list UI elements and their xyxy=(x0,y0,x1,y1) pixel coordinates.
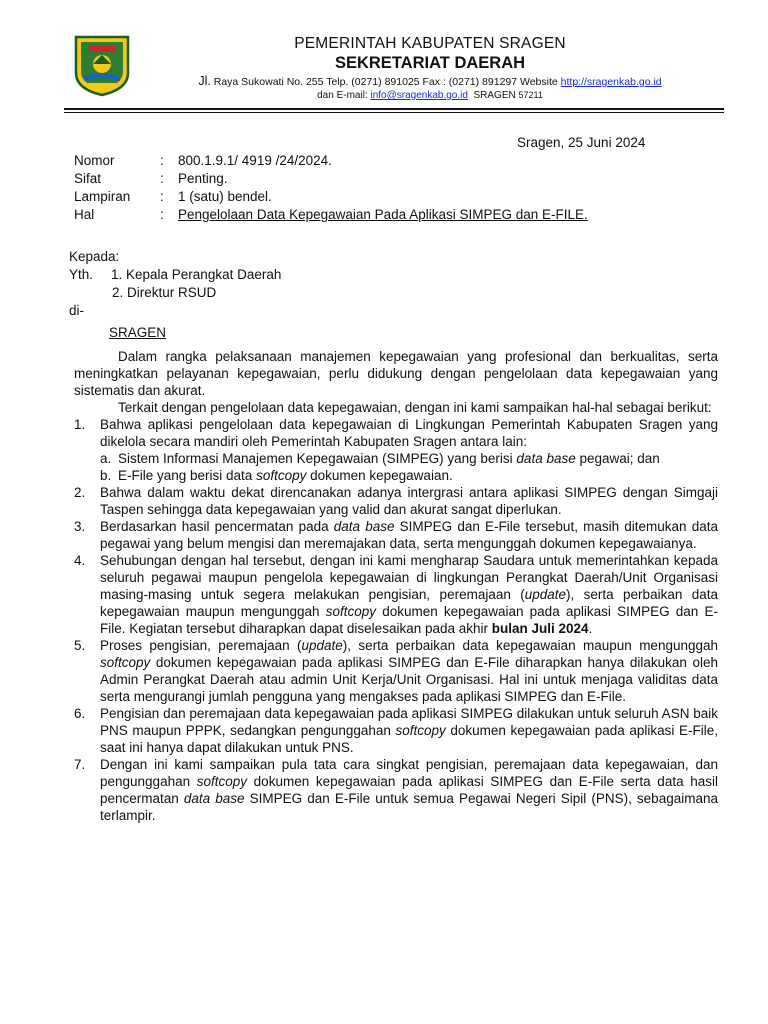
letterhead xyxy=(180,34,680,102)
letterhead-rule-thin xyxy=(64,112,724,113)
paragraph-intro: Dalam rangka pelaksanaan manajemen kepegawaian yang profesional dan berkualitas, serta meningkatkan pelayanan kepegawaian, perlu didukung dengan pengelolaan data kepegawaian yang sistematis dan akurat. xyxy=(74,349,718,398)
address-line: Jl. Raya Sukowati No. 255 Telp. (0271) 891025 Fax : (0271) 891297 Website http://sragenkab.go.id xyxy=(198,74,662,88)
kepada-label: Kepada: xyxy=(69,249,120,264)
recipient-2: 2. Direktur RSUD xyxy=(112,285,217,300)
di-label: di- xyxy=(69,303,85,318)
deadline-text: bulan Juli 2024 xyxy=(491,621,589,636)
government-name: PEMERINTAH KABUPATEN SRAGEN xyxy=(294,35,566,52)
meta-nomor: Nomor : 800.1.9.1/ 4919 /24/2024. xyxy=(74,153,332,168)
letter-meta xyxy=(74,152,588,224)
recipient-1: 1. Kepala Perangkat Daerah xyxy=(111,267,282,282)
list-item: 4. Sehubungan dengan hal tersebut, dengan ini kami mengharap Saudara untuk memerintahkan kepada seluruh pegawai maupun pengelola kepegawaian di lingkungan Perangkat Daerah/Unit Organisasi masing-masing untuk segera melakukan pengisian, peremajaan (update), serta perbaikan data kepegawaian maupun mengunggah softcopy dokumen kepegawaian pada aplikasi SIMPEG dan E-File. Kegiatan tersebut diharapkan dapat diselesaikan pada akhir bulan Juli 2024. xyxy=(74,553,718,636)
paragraph-followup: Terkait dengan pengelolaan data kepegawaian, dengan ini kami sampaikan hal-hal sebagai berikut: xyxy=(118,400,712,415)
email-link[interactable]: info@sragenkab.go.id xyxy=(370,90,468,101)
list-item: 1. Bahwa aplikasi pengelolaan data kepegawaian di Lingkungan Pemerintah Kabupaten Sragen yang dikelola secara mandiri oleh Pemerintah Kabupaten Sragen antara lain: a. Sistem Informasi Manajemen Kepegawaian (SIMPEG) yang berisi data base pegawai; dan b. E-File yang berisi data softcopy dokumen kepegawaian. xyxy=(74,417,718,483)
letter-date: Sragen, 25 Juni 2024 xyxy=(517,135,646,150)
sub-item: b. E-File yang berisi data softcopy dokumen kepegawaian. xyxy=(100,468,453,483)
points-list xyxy=(74,416,718,824)
meta-lampiran: Lampiran : 1 (satu) bendel. xyxy=(74,189,272,204)
list-item: 6. Pengisian dan peremajaan data kepegawaian pada aplikasi SIMPEG dilakukan untuk seluruh ASN baik PNS maupun PPPK, sedangkan pengunggahan softcopy dokumen kepegawaian pada aplikasi E-File, saat ini hanya dapat dilakukan untuk PNS. xyxy=(74,706,718,755)
sub-item: a. Sistem Informasi Manajemen Kepegawaian (SIMPEG) yang berisi data base pegawai; dan xyxy=(100,451,660,466)
website-link[interactable]: http://sragenkab.go.id xyxy=(560,76,662,88)
recipient-city: SRAGEN xyxy=(109,325,167,340)
list-item: 2. Bahwa dalam waktu dekat direncanakan adanya intergrasi antara aplikasi SIMPEG dengan Simgaji Taspen sehingga data kepegawaian yang valid dan akurat sangat diperlukan. xyxy=(74,485,718,517)
recipient-block xyxy=(69,248,281,342)
office-name: SEKRETARIAT DAERAH xyxy=(334,54,526,72)
list-item: 5. Proses pengisian, peremajaan (update), serta perbaikan data kepegawaian maupun mengunggah softcopy dokumen kepegawaian pada aplikasi SIMPEG dan E-File diharapkan hanya dilakukan oleh Admin Perangkat Daerah atau admin Unit Kerja/Unit Organisasi. Hal ini untuk menjaga validitas data serta mengurangi jumlah pengguna yang mengakses pada aplikasi SIMPEG dan E-File. xyxy=(74,638,719,704)
list-item: 3. Berdasarkan hasil pencermatan pada data base SIMPEG dan E-File tersebut, masih ditemukan data pegawai yang belum mengisi dan meremajakan data, serta mengunggah dokumen kepegawaianya. xyxy=(74,519,718,551)
letterhead-rule-thick xyxy=(64,108,724,110)
email-line: dan E-mail: info@sragenkab.go.id SRAGEN 57211 xyxy=(317,90,543,101)
yth-label: Yth. xyxy=(69,267,94,282)
meta-hal: Hal : Pengelolaan Data Kepegawaian Pada Aplikasi SIMPEG dan E-FILE. xyxy=(74,207,588,222)
meta-sifat: Sifat : Penting. xyxy=(74,171,228,186)
list-item: 7. Dengan ini kami sampaikan pula tata cara singkat pengisian, peremajaan data kepegawaian, dan pengunggahan softcopy dokumen kepegawaian pada aplikasi SIMPEG dan E-File serta data hasil pencermatan data base SIMPEG dan E-File untuk semua Pegawai Negeri Sipil (PNS), sebagaimana terlampir. xyxy=(74,757,718,823)
letter-body xyxy=(74,348,718,824)
sragen-regency-logo xyxy=(72,33,132,97)
